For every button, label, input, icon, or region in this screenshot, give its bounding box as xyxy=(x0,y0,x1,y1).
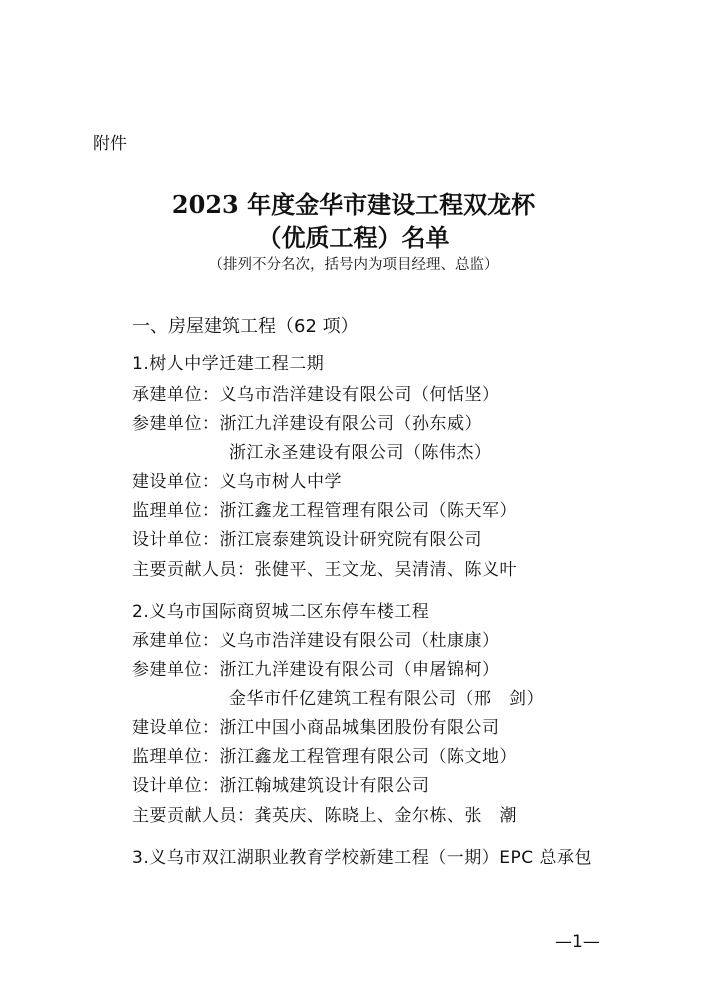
project-title: 1.树人中学迁建工程二期 xyxy=(132,354,325,374)
participant-line: 参建单位：浙江九洋建设有限公司（孙东威） xyxy=(132,414,482,434)
contributors-line: 主要贡献人员：龚英庆、陈晓上、金尔栋、张 潮 xyxy=(132,806,517,826)
page-number: —1— xyxy=(555,932,600,952)
contributors-line: 主要贡献人员：张健平、王文龙、吴清清、陈义叶 xyxy=(132,560,517,580)
attachment-label: 附件 xyxy=(93,134,127,154)
section-heading: 一、房屋建筑工程（62 项） xyxy=(132,316,359,337)
supervisor-line: 监理单位：浙江鑫龙工程管理有限公司（陈天军） xyxy=(132,501,517,521)
participant-line: 参建单位：浙江九洋建设有限公司（申屠锦柯） xyxy=(132,660,500,680)
participant-line-cont: 浙江永圣建设有限公司（陈伟杰） xyxy=(229,443,492,463)
project-title: 3.义乌市双江湖职业教育学校新建工程（一期）EPC 总承包 xyxy=(132,848,592,868)
owner-line: 建设单位：浙江中国小商品城集团股份有限公司 xyxy=(132,718,500,738)
project-title: 2.义乌市国际商贸城二区东停车楼工程 xyxy=(132,602,430,622)
document-title-line1: 2023 年度金华市建设工程双龙杯 xyxy=(171,190,536,219)
participant-line-cont: 金华市仟亿建筑工程有限公司（邢 剑） xyxy=(229,689,544,709)
designer-line: 设计单位：浙江宸泰建筑设计研究院有限公司 xyxy=(132,530,482,550)
owner-line: 建设单位：义乌市树人中学 xyxy=(132,472,342,492)
document-note: （排列不分名次，括号内为项目经理、总监） xyxy=(208,257,499,273)
supervisor-line: 监理单位：浙江鑫龙工程管理有限公司（陈文地） xyxy=(132,747,517,767)
designer-line: 设计单位：浙江翰城建筑设计有限公司 xyxy=(132,776,430,796)
document-title-line2: （优质工程）名单 xyxy=(257,223,450,252)
contractor-line: 承建单位：义乌市浩洋建设有限公司（杜康康） xyxy=(132,631,500,651)
contractor-line: 承建单位：义乌市浩洋建设有限公司（何恬坚） xyxy=(132,385,500,405)
